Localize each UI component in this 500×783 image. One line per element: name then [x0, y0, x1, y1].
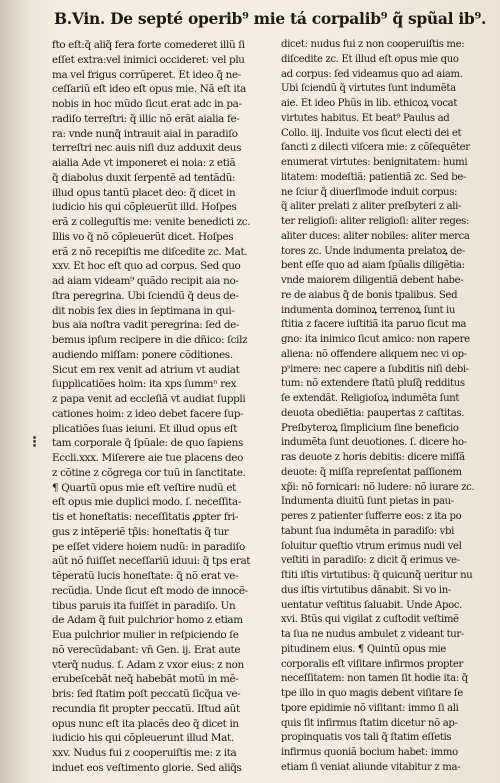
text-line: ra: vnde nunq̃ intrauit aial in paradiſo: [52, 127, 238, 140]
text-line: ras deuote z horis debitis: dicere miſſã: [281, 452, 465, 463]
text-line: deuota obediẽtia: paupertas z caſtitas.: [281, 407, 465, 419]
text-line: dus iſtis virtutibus dãnabit. Si vo in-: [281, 584, 451, 596]
text-line: infirmus quoniã bocium habet: immo: [281, 747, 458, 758]
text-column-right: [281, 38, 495, 778]
text-line: neceſſitatem: non tamen ſit hodie ita: q̃: [281, 673, 468, 685]
text-line: illud opus tantũ placet deo: q̃ dicet in: [52, 186, 236, 199]
text-line: z cõtine z cõgrega cor tuũ in ſanctitate.: [52, 466, 246, 479]
text-line: ta ſua ne nudus ambulet z videant tur-: [281, 629, 464, 640]
text-line: audiendo miſſam: ponere cõditiones.: [52, 348, 233, 361]
marginal-mark: ⁝: [32, 432, 38, 451]
text-line: litatem: modeſtiã: patientiã zc. Sed be-: [281, 171, 467, 183]
text-line: ne ſciur q̃ diuerſimode induit corpus:: [281, 186, 458, 198]
text-line: tẽperatũ lucis honeſtate: q̃ nõ erat ve-: [52, 570, 239, 582]
text-line: recũdia. Unde ſicut eſt modo de innocẽ-: [52, 584, 248, 597]
text-line: ma vel frigus corrũperet. Et ideo q̃ ne-: [52, 68, 241, 81]
text-line: opus nunc eſt ita placẽs deo q̃ dicet in: [52, 717, 239, 730]
text-line: pˢimere: nec capere a ſubditis niſi debi-: [281, 363, 469, 375]
text-line: xxv. Et hoc eſt quo ad corpus. Sed quo: [52, 260, 241, 273]
text-line: tpe illo in quo magis debent viſitare ſe: [281, 688, 463, 699]
text-line: uentatur veſtitus ſaluabit. Unde Apoc.: [281, 599, 462, 611]
text-line: propinquatis vos tali q̃ ſtatim eſſetis: [281, 732, 452, 744]
text-line: etiam ſi veniat aliunde vitabitur z ma-: [281, 761, 461, 773]
text-line: fto eſt:q̃ aliq̃ fera forte comederet illũ ſi: [52, 39, 245, 51]
text-line: Eua pulchrior mulier in reſpiciendo ſe: [52, 629, 239, 641]
text-line: q̃ diabolus duxit ſerpentẽ ad tentãdũ:: [52, 171, 236, 184]
text-line: iudicio his qui cõpleuerũt illd. Hoſpes: [52, 201, 237, 214]
text-line: erã z nõ recepiſtis me diſcedite zc. Mat.: [52, 245, 248, 258]
text-line: gno: ita inimico ſicut amico: non rapere: [281, 334, 470, 345]
text-line: q̃ aliter prelati z aliter preſbyteri z ali-: [281, 201, 462, 213]
text-line: Ubi ſciendũ q̃ virtutes ſunt indumẽta: [281, 83, 456, 95]
text-line: ſancti z dilecti viſcera mie: z cõſequẽter: [281, 142, 470, 154]
text-line: xxv. Nudus fui z cooperuiſtis me: z ita: [52, 747, 237, 759]
text-line: pitudinem eius. ¶ Quintũ opus mie: [281, 643, 447, 655]
text-line: pe eſſet videre hoiem nudũ: in paradiſo: [52, 540, 245, 553]
text-line: tum: nõ extendere ſtatũ pluſq̃ redditus: [281, 378, 465, 390]
text-line: xvi. Btũs qui vigilat z cuſtodit veſtimẽ: [281, 614, 459, 626]
text-line: tpore epidimie nõ viſitant: immo ſi ali: [281, 702, 459, 714]
text-line: bent eſſe quo ad aiam ſpũalis diligẽtia:: [281, 260, 465, 272]
text-line: eſſet extra:vel inimici occideret: vel plu: [52, 53, 245, 66]
text-line: virtutes habitus. Et beat⁹ Paulus ad: [281, 112, 450, 124]
text-line: aie. Et ideo Phũs in lib. ethicoꝝ vocat: [281, 98, 458, 109]
text-line: nõ verecũdabant: vn̄ Gen. ij. Erat aute: [52, 643, 241, 656]
text-line: ſupplicatiões hoim: ita xps ſummⁿ rex: [52, 378, 237, 391]
text-line: induet eos veſtimento glorie. Sed aliq̃s: [52, 761, 242, 774]
text-line: peres z patienter ſufferre eos: z ita po: [281, 511, 462, 522]
text-line: tabunt ſua indumẽta in paradiſo: vbi: [281, 525, 454, 537]
text-line: terreſtri nec auis niſi duz adduxit deus: [52, 142, 242, 155]
text-line: ad aiam videam⁹ quãdo recipit aia no-: [52, 275, 239, 287]
text-line: ſtitia z facere iuſtitiã ita paruo ſicut ma: [281, 319, 467, 331]
text-line: indumẽta ſunt deuotiones. ſ. dicere ho-: [281, 437, 467, 449]
text-line: Preſbyteroꝝ ſimplicium ſine beneficio: [281, 422, 459, 434]
text-line: vterq̃ nudus. ſ. Adam z vxor eius: z non: [52, 658, 244, 671]
text-line: gus z intẽperiẽ tp̃is: honeſtatis q̃ tur: [52, 525, 229, 538]
text-line: recundia fit propter peccatũ. Iſtud aũt: [52, 702, 240, 715]
text-line: erã z colleguſtis me: venite benedicti zc.: [52, 216, 251, 228]
text-line: bemus ipſum recipere in die dñico: ſcilz: [52, 334, 248, 346]
text-line: ter religioſi: aliter religioſi: aliter reges:: [281, 216, 470, 227]
text-line: tam corporale q̃ ſpũale: de quo ſapiens: [52, 437, 243, 450]
text-line: Illis vo q̃ nõ cõpleuerũt dicet. Hoſpes: [52, 230, 234, 243]
text-line: aũt nõ fuiſſet neceſſariũ iduui: q̃ tps erat: [52, 555, 251, 568]
text-line: bus aia noſtra vadit peregrina: ſed de-: [52, 319, 240, 332]
text-line: Collo. iij. Induite vos ſicut electi dei et: [281, 127, 462, 139]
text-line: vnde maiorem diligentiã debent habe-: [281, 275, 464, 286]
text-line: z papa venit ad eccleſiã vt audiat ſuppli: [52, 393, 246, 405]
text-line: quis ſit infirmus ſtatim dicetur nõ ap-: [281, 717, 458, 729]
text-column-left: [52, 38, 274, 778]
text-line: plicatiões ſuas ieiuni. Et illud opus eſt: [52, 422, 238, 435]
text-line: dicet: nudus fui z non cooperuiſtis me:: [281, 39, 465, 50]
text-line: dit nobis ſex dies in ſeptimana in qui-: [52, 304, 235, 317]
text-line: aliena: nõ offendere aliquem nec vi op-: [281, 348, 467, 360]
text-line: ad corpus: ſed videamus quo ad aiam.: [281, 68, 463, 80]
text-line: aliter duces: aliter nobiles: aliter merca: [281, 230, 470, 242]
text-line: ſoluitur queſtio vtrum erimus nudi vel: [281, 540, 462, 552]
text-line: iudicio his qui cõpleuerunt illud Mat.: [52, 732, 234, 745]
text-line: de Adam q̃ fuit pulchrior homo z etiam: [52, 614, 243, 627]
text-line: corporalis eſt viſitare infirmos propter: [281, 658, 463, 670]
text-line: Sicut em rex venit ad atrium vt audiat: [52, 363, 240, 376]
text-line: ceſſariũ eſt ideo eſt opus mie. Nã eſt ita: [52, 83, 246, 96]
running-head: B.Vin. De septé operib⁹ mie tá corpalib⁹ q̃ spũal ib⁹.: [54, 9, 487, 28]
text-line: Eccli.xxx. Miſerere aie tue placens deo: [52, 452, 244, 464]
text-line: ¶ Quartũ opus mie eſt veſtire nudũ et: [52, 481, 236, 494]
text-line: cationes hoim: z ideo debet facere ſup-: [52, 407, 244, 420]
text-line: enumerat virtutes: benignitatem: humi: [281, 157, 468, 168]
text-line: aialia Ade vt imponeret ei noia: z etiã: [52, 157, 236, 169]
text-line: erubeſcebãt neq̃ habebãt motũ in mẽ-: [52, 673, 239, 686]
text-line: re de aiabus q̃ de bonis tpalibus. Sed: [281, 289, 458, 301]
text-line: ſtiti iſtis virtutibus: q̃ quicunq̃ ueritur nu: [281, 570, 473, 581]
binding-shadow: [0, 0, 30, 783]
text-line: radiſo terreſtri: q̃ illic nõ erãt aialia fe-: [52, 112, 240, 125]
text-line: bris: ſed ſtatim poſt peccatũ ſicq̃ua ve-: [52, 688, 241, 700]
text-line: tis et honeſtatis: neceſſitatis ꝓpter fri-: [52, 511, 238, 523]
text-line: diſcedite zc. Et illud eſt opus mie quo: [281, 53, 459, 65]
text-line: tores zc. Unde indumenta prelatoꝝ de-: [281, 245, 465, 257]
text-line: tibus paruis ita fuiſſet in paradiſo. Un: [52, 599, 236, 612]
text-line: veſtiti in paradiſo: z dicit q̃ erimus ve-: [281, 555, 460, 567]
text-line: indumenta dominoꝝ terrenoꝝ ſunt iu: [281, 304, 456, 316]
text-line: xp̃i: nõ fornicari: nõ ludere: nõ iurare zc.: [281, 481, 475, 493]
text-line: ſe extendãt. Religioſoꝝ indumẽta ſunt: [281, 393, 460, 404]
text-line: deuote: q̃ miſſa repreſentat paſſionem: [281, 466, 462, 478]
text-line: ſtra peregrina. Ubi ſciendũ q̃ deus de-: [52, 289, 239, 302]
text-line: eſt opus mie duplici modo. ſ. neceſſita-: [52, 496, 242, 509]
text-line: Indumenta diuitũ ſunt pietas in pau-: [281, 496, 454, 508]
text-line: nobis in hoc mũdo ſicut erat adc in pa-: [52, 98, 242, 110]
